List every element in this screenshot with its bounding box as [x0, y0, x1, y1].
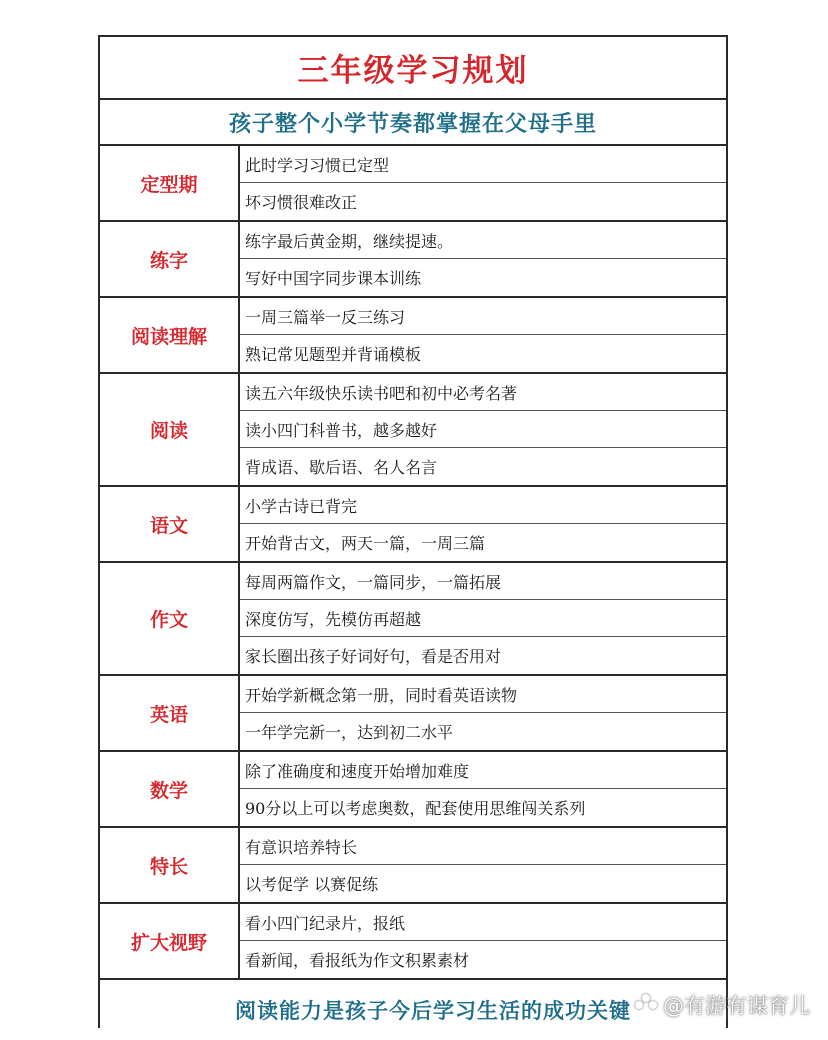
section-items: [240, 904, 726, 978]
footer-row: [100, 980, 726, 1040]
section-item: 看新闻，看报纸为作文积累素材: [245, 951, 470, 970]
subtitle-row: [100, 100, 726, 146]
section-row: [100, 374, 726, 487]
section-items: [240, 676, 726, 750]
section-label: 作文: [100, 563, 240, 674]
watermark: [635, 990, 810, 1020]
section-item: 家长圈出孩子好词好句，看是否用对: [245, 647, 502, 666]
section-item: 读小四门科普书，越多越好: [240, 411, 726, 448]
section-label: 数学: [100, 752, 240, 826]
page-subtitle: 孩子整个小学节奏都掌握在父母手里: [228, 111, 597, 137]
page-title: 三年级学习规划: [297, 53, 529, 89]
section-label: 练字: [100, 222, 240, 296]
section-item: 坏习惯很难改正: [245, 193, 358, 212]
section-row: [100, 298, 726, 374]
section-item: 练字最后黄金期，继续提速。: [240, 222, 726, 259]
section-label: 语文: [100, 487, 240, 561]
section-items: [240, 146, 726, 220]
section-label: 扩大视野: [100, 904, 240, 978]
section-item: 一周三篇举一反三练习: [240, 298, 726, 335]
section-item: 开始学新概念第一册，同时看英语读物: [240, 676, 726, 713]
title-row: [100, 37, 726, 100]
section-items: [240, 222, 726, 296]
sections-container: [100, 146, 726, 980]
section-item: 读五六年级快乐读书吧和初中必考名著: [240, 374, 726, 411]
section-label: 英语: [100, 676, 240, 750]
section-label: 定型期: [100, 146, 240, 220]
watermark-text: @有游有谋育儿: [663, 994, 810, 1018]
section-item: 背成语、歇后语、名人名言: [245, 458, 438, 477]
section-row: [100, 222, 726, 298]
section-item: 以考促学 以赛促练: [245, 875, 379, 894]
section-item: 熟记常见题型并背诵模板: [245, 345, 422, 364]
section-row: [100, 563, 726, 676]
section-item: 看小四门纪录片，报纸: [240, 904, 726, 941]
section-item: 一年学完新一，达到初二水平: [245, 723, 454, 742]
section-label: 特长: [100, 828, 240, 902]
section-items: [240, 298, 726, 372]
section-row: [100, 752, 726, 828]
section-items: [240, 374, 726, 485]
section-item: 开始背古文，两天一篇，一周三篇: [245, 534, 486, 553]
section-item: 90分以上可以考虑奥数，配套使用思维闯关系列: [245, 799, 586, 818]
section-items: [240, 487, 726, 561]
section-item: 小学古诗已背完: [240, 487, 726, 524]
section-item: 每周两篇作文，一篇同步，一篇拓展: [240, 563, 726, 600]
section-row: [100, 487, 726, 563]
section-label: 阅读: [100, 374, 240, 485]
section-items: [240, 828, 726, 902]
wechat-channel-icon: [635, 994, 657, 1016]
section-items: [240, 752, 726, 826]
section-row: [100, 146, 726, 222]
section-items: [240, 563, 726, 674]
study-plan-table: [98, 35, 728, 1028]
footer-text: 阅读能力是孩子今后学习生活的成功关键: [235, 999, 631, 1023]
section-row: [100, 828, 726, 904]
section-item: 写好中国字同步课本训练: [245, 269, 422, 288]
section-item: 深度仿写，先模仿再超越: [240, 600, 726, 637]
section-item: 除了准确度和速度开始增加难度: [240, 752, 726, 789]
section-item: 此时学习习惯已定型: [240, 146, 726, 183]
section-item: 有意识培养特长: [240, 828, 726, 865]
section-row: [100, 904, 726, 980]
section-row: [100, 676, 726, 752]
section-label: 阅读理解: [100, 298, 240, 372]
